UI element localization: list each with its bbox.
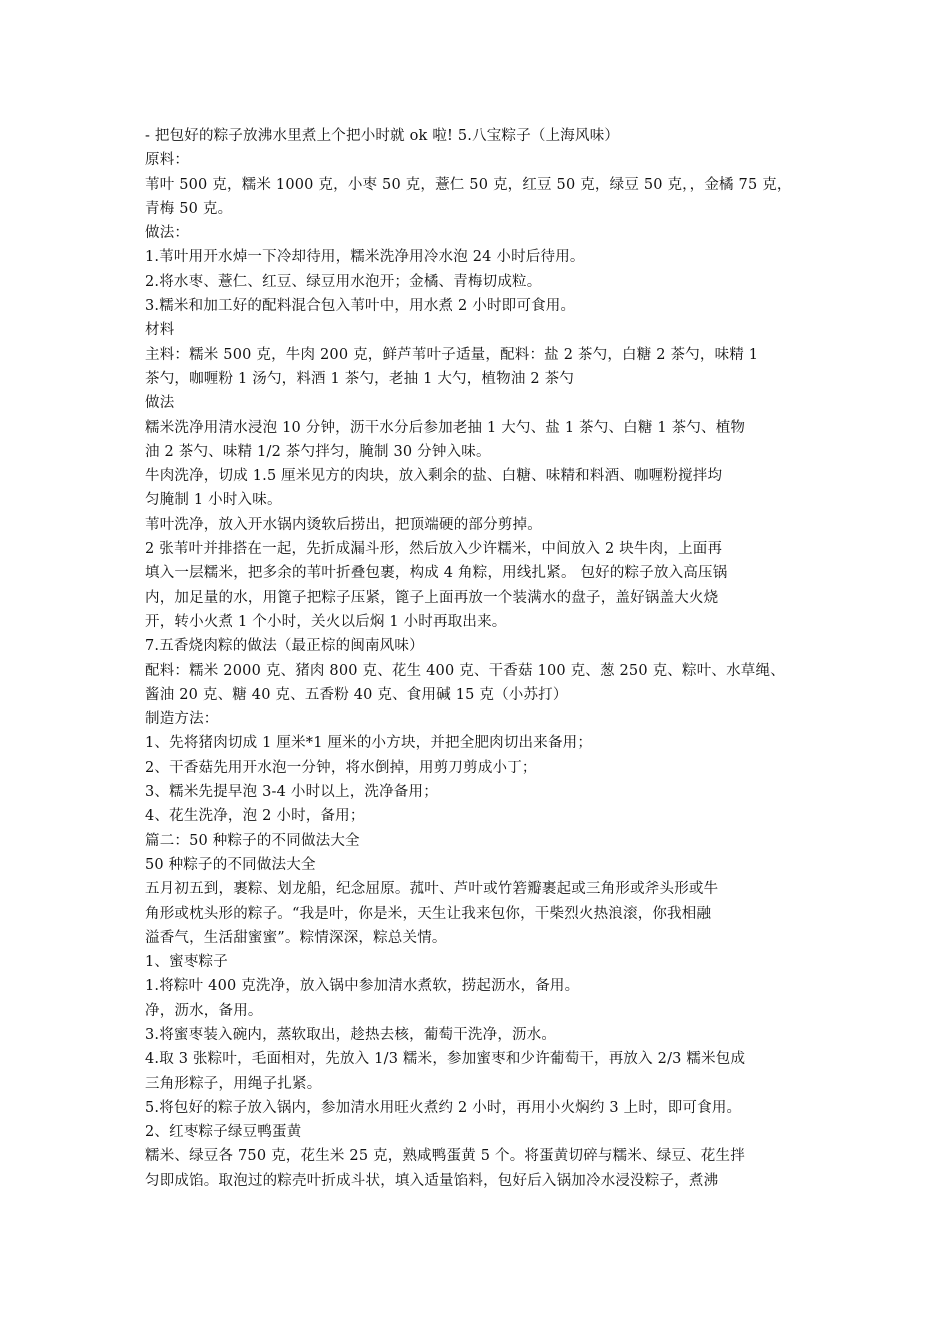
text-line: 净，沥水，备用。 — [145, 1002, 263, 1019]
text-line: 原料： — [145, 152, 190, 169]
text-line: 溢香气，生活甜蜜蜜”。粽情深深，粽总关情。 — [145, 929, 447, 946]
text-line: 茶勺，咖喱粉 1 汤勺，料酒 1 茶勺，老抽 1 大勺，植物油 2 茶勺 — [145, 370, 574, 387]
text-line: 开，转小火煮 1 个小时，关火以后焖 1 小时再取出来。 — [145, 613, 507, 630]
text-line: 主料：糯米 500 克，牛肉 200 克，鲜芦苇叶子适量，配料：盐 2 茶勺，白糖 2 茶勺，味精 1 — [145, 346, 759, 363]
text-line: - 把包好的粽子放沸水里煮上个把小时就 ok 啦! 5.八宝粽子（上海风味） — [145, 128, 620, 144]
text-line: 1.将粽叶 400 克洗净，放入锅中参加清水煮软，捞起沥水，备用。 — [145, 978, 580, 995]
text-line: 材料 — [145, 322, 175, 339]
text-line: 糯米、绿豆各 750 克，花生米 25 克，熟咸鸭蛋黄 5 个。将蛋黄切碎与糯米、绿豆、花生拌 — [145, 1148, 745, 1165]
text-line: 做法： — [145, 225, 190, 242]
text-line: 50 种粽子的不同做法大全 — [145, 856, 316, 873]
document-body — [145, 124, 825, 1193]
text-line: 内，加足量的水，用篦子把粽子压紧，篦子上面再放一个装满水的盘子，盖好锅盖大火烧 — [145, 589, 719, 606]
text-line: 油 2 茶勺、味精 1/2 茶勺拌匀，腌制 30 分钟入味。 — [145, 443, 491, 460]
text-line: 制造方法： — [145, 711, 219, 728]
text-line: 3.糯米和加工好的配料混合包入苇叶中，用水煮 2 小时即可食用。 — [145, 298, 576, 315]
text-line: 1.苇叶用开水焯一下冷却待用，糯米洗净用冷水泡 24 小时后待用。 — [145, 249, 585, 266]
text-line: 匀即成馅。取泡过的粽壳叶折成斗状，填入适量馅料，包好后入锅加冷水浸没粽子，煮沸 — [145, 1172, 719, 1189]
text-line: 酱油 20 克、糖 40 克、五香粉 40 克、食用碱 15 克（小苏打） — [145, 686, 568, 703]
text-line: 3、糯米先提早泡 3-4 小时以上，洗净备用； — [145, 784, 438, 801]
text-line: 3.将蜜枣装入碗内，蒸软取出，趁热去核，葡萄干洗净，沥水。 — [145, 1026, 557, 1043]
text-line: 匀腌制 1 小时入味。 — [145, 492, 282, 509]
text-line: 青梅 50 克。 — [145, 200, 233, 217]
text-line: 篇二：50 种粽子的不同做法大全 — [145, 832, 360, 849]
text-line: 填入一层糯米，把多余的苇叶折叠包裹，构成 4 角粽，用线扎紧。 包好的粽子放入高压锅 — [145, 565, 728, 582]
text-line: 4、花生洗净，泡 2 小时，备用； — [145, 808, 365, 825]
text-line: 2 张苇叶并排搭在一起，先折成漏斗形，然后放入少许糯米，中间放入 2 块牛肉，上面再 — [145, 541, 723, 558]
text-line: 做法 — [145, 395, 175, 412]
text-line: 配料：糯米 2000 克、猪肉 800 克、花生 400 克、干香菇 100 克、葱 250 克、粽叶、水草绳、 — [145, 662, 785, 679]
text-line: 苇叶洗净，放入开水锅内烫软后捞出，把顶端硬的部分剪掉。 — [145, 516, 542, 533]
text-line: 五月初五到，裹粽、划龙船，纪念屈原。菰叶、芦叶或竹箬瓣裹起或三角形或斧头形或牛 — [145, 881, 719, 898]
text-line: 4.取 3 张粽叶，毛面相对，先放入 1/3 糯米，参加蜜枣和少许葡萄干，再放入 2/3 糯米包成 — [145, 1051, 746, 1068]
text-line: 三角形粽子，用绳子扎紧。 — [145, 1075, 322, 1092]
text-line: 2、红枣粽子绿豆鸭蛋黄 — [145, 1124, 302, 1141]
text-line: 5.将包好的粽子放入锅内，参加清水用旺火煮约 2 小时，再用小火焖约 3 上时，即可食用。 — [145, 1099, 742, 1116]
text-line: 1、蜜枣粽子 — [145, 954, 228, 971]
text-line: 2、干香菇先用开水泡一分钟，将水倒掉，用剪刀剪成小丁； — [145, 759, 537, 776]
text-line: 糯米洗净用清水浸泡 10 分钟，沥干水分后参加老抽 1 大勺、盐 1 茶勺、白糖 1 茶勺、植物 — [145, 419, 746, 436]
text-line: 牛肉洗净，切成 1.5 厘米见方的肉块，放入剩余的盐、白糖、味精和料酒、咖喱粉搅拌均 — [145, 468, 723, 485]
text-line: 1、先将猪肉切成 1 厘米*1 厘米的小方块，并把全肥肉切出来备用； — [145, 735, 593, 752]
text-line: 角形或枕头形的粽子。“我是叶，你是米，天生让我来包你，干柴烈火热浪滚，你我相融 — [145, 905, 712, 922]
text-line: 2.将水枣、薏仁、红豆、绿豆用水泡开；金橘、青梅切成粒。 — [145, 273, 542, 290]
text-line: 苇叶 500 克，糯米 1000 克，小枣 50 克，薏仁 50 克，红豆 50 克，绿豆 50 克，，金橘 75 克， — [145, 176, 792, 193]
text-line: 7.五香烧肉粽的做法（最正棕的闽南风味） — [145, 638, 424, 655]
